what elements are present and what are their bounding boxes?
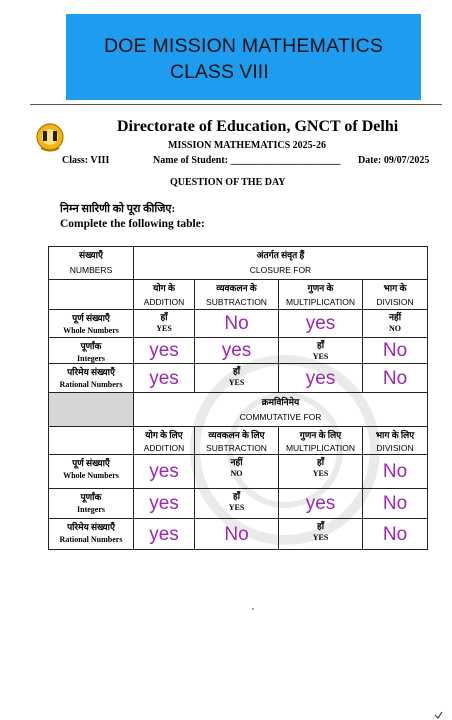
answer-cell xyxy=(194,488,279,519)
op-header-en: DIVISION xyxy=(376,443,414,453)
answer-cell xyxy=(278,337,363,364)
page-mark xyxy=(252,608,254,610)
answer-cell xyxy=(133,454,195,489)
row-label-hi: पूर्ण संख्याएँ xyxy=(72,458,110,468)
closure-op-header xyxy=(194,279,279,310)
op-header-hi: गुणन के लिए xyxy=(299,430,342,440)
numbers-header-en: NUMBERS xyxy=(69,265,113,275)
row-label-en: Whole Numbers xyxy=(63,471,119,480)
handwritten-answer: yes xyxy=(305,313,336,334)
banner-class: CLASS VIII xyxy=(170,61,269,83)
row-label xyxy=(48,454,134,489)
row-label-en: Rational Numbers xyxy=(59,535,123,544)
row-label xyxy=(48,337,134,364)
printed-answer-en: YES xyxy=(156,324,172,333)
handwritten-answer: yes xyxy=(221,340,252,361)
op-header-hi: भाग के लिए xyxy=(375,430,415,440)
answer-cell xyxy=(133,337,195,364)
pen-tick-icon xyxy=(432,706,452,720)
commutative-op-header xyxy=(133,426,195,455)
gray-block xyxy=(48,392,134,427)
printed-answer-hi: हाँ xyxy=(232,491,241,501)
answer-cell xyxy=(362,518,428,550)
op-header-en: ADDITION xyxy=(143,443,185,453)
op-header-en: ADDITION xyxy=(143,297,185,307)
op-header-hi: व्यवकलन के लिए xyxy=(208,430,265,440)
closure-header xyxy=(133,246,428,280)
op-header-en: SUBTRACTION xyxy=(206,297,267,307)
answer-cell xyxy=(278,309,363,338)
printed-answer-en: YES xyxy=(312,469,329,478)
row-label-en: Whole Numbers xyxy=(63,326,119,335)
handwritten-answer: yes xyxy=(305,368,336,389)
op-header-hi: योग के xyxy=(153,283,175,293)
instruction-english: Complete the following table: xyxy=(60,218,205,230)
row-label xyxy=(48,518,134,550)
row-label-hi: पूर्ण संख्याएँ xyxy=(72,313,110,323)
handwritten-answer: No xyxy=(382,368,408,389)
closure-op-header xyxy=(133,279,195,310)
answer-cell xyxy=(362,337,428,364)
answer-cell xyxy=(362,363,428,393)
question-of-the-day: QUESTION OF THE DAY xyxy=(170,177,286,188)
printed-answer-hi: हाँ xyxy=(160,312,168,322)
answer-cell xyxy=(133,363,195,393)
row-label-hi: पूर्णांक xyxy=(80,341,102,351)
printed-answer-en: YES xyxy=(312,533,329,542)
numbers-header xyxy=(48,246,134,280)
blank-cell xyxy=(48,426,134,455)
op-header-en: DIVISION xyxy=(376,297,414,307)
header-title: Directorate of Education, GNCT of Delhi xyxy=(117,118,399,135)
answer-cell xyxy=(133,518,195,550)
title-banner xyxy=(66,14,421,100)
handwritten-answer: yes xyxy=(149,524,179,545)
handwritten-answer: No xyxy=(224,313,249,334)
row-label-en: Integers xyxy=(77,354,105,363)
closure-header-en: CLOSURE FOR xyxy=(249,265,312,275)
printed-answer-en: NO xyxy=(389,324,401,333)
closure-op-header xyxy=(278,279,363,310)
handwritten-answer: yes xyxy=(149,340,179,361)
answer-cell xyxy=(194,337,279,364)
answer-cell xyxy=(278,454,363,489)
handwritten-answer: No xyxy=(224,524,249,545)
answer-cell xyxy=(194,309,279,338)
row-label xyxy=(48,309,134,338)
answer-cell xyxy=(278,363,363,393)
handwritten-answer: No xyxy=(382,524,408,545)
handwritten-answer: No xyxy=(382,461,408,482)
date-label: Date: 09/07/2025 xyxy=(358,155,430,166)
printed-answer-en: YES xyxy=(228,378,245,387)
printed-answer-hi: हाँ xyxy=(316,340,325,350)
divider xyxy=(30,104,442,105)
handwritten-answer: No xyxy=(382,340,408,361)
header-subtitle: MISSION MATHEMATICS 2025-26 xyxy=(168,140,326,151)
commutative-op-header xyxy=(194,426,279,455)
numbers-header-hi: संख्याएँ xyxy=(79,250,103,260)
op-header-hi: व्यवकलन के xyxy=(216,283,257,293)
op-header-en: MULTIPLICATION xyxy=(285,297,356,307)
row-label-hi: परिमेय संख्याएँ xyxy=(67,522,115,532)
banner-title: DOE MISSION MATHEMATICS xyxy=(104,35,384,57)
printed-answer-hi: हाँ xyxy=(316,521,325,531)
answer-cell xyxy=(194,518,279,550)
handwritten-answer: yes xyxy=(305,493,336,514)
handwritten-answer: yes xyxy=(149,461,179,482)
printed-answer-hi: नहीं xyxy=(388,312,402,322)
commutative-header-hi: क्रमविनिमेय xyxy=(261,397,300,407)
instruction-hindi: निम्न सारिणी को पूरा कीजिए: xyxy=(60,203,176,215)
answer-cell xyxy=(133,488,195,519)
answer-cell xyxy=(278,488,363,519)
answer-cell xyxy=(278,518,363,550)
class-label: Class: VIII xyxy=(62,155,110,166)
op-header-en: MULTIPLICATION xyxy=(285,443,356,453)
commutative-op-header xyxy=(362,426,428,455)
row-label xyxy=(48,488,134,519)
row-label-en: Integers xyxy=(77,505,105,514)
commutative-header-en: COMMUTATIVE FOR xyxy=(239,412,322,422)
row-label-hi: परिमेय संख्याएँ xyxy=(67,367,115,377)
handwritten-answer: yes xyxy=(149,368,179,389)
answer-cell xyxy=(133,309,195,338)
student-name-label: Name of Student: ______________________ xyxy=(153,155,341,166)
handwritten-answer: No xyxy=(382,493,408,514)
handwritten-answer: yes xyxy=(149,493,179,514)
printed-answer-en: YES xyxy=(228,503,245,512)
printed-answer-hi: नहीं xyxy=(230,457,243,467)
blank-cell xyxy=(48,279,134,310)
answer-cell xyxy=(362,488,428,519)
printed-answer-hi: हाँ xyxy=(232,366,241,376)
row-label-hi: पूर्णांक xyxy=(80,492,102,502)
row-label xyxy=(48,363,134,393)
answer-cell xyxy=(194,363,279,393)
printed-answer-en: YES xyxy=(312,352,329,361)
answer-cell xyxy=(362,454,428,489)
closure-header-hi: अंतर्गत संवृत हैं xyxy=(256,250,305,260)
op-header-hi: भाग के xyxy=(383,283,407,293)
row-label-en: Rational Numbers xyxy=(59,380,123,389)
closure-op-header xyxy=(362,279,428,310)
printed-answer-hi: हाँ xyxy=(316,457,325,467)
answer-cell xyxy=(362,309,428,338)
closure-commutative-table xyxy=(48,246,427,549)
op-header-hi: योग के लिए xyxy=(145,430,183,440)
op-header-hi: गुणन के xyxy=(307,283,334,293)
op-header-en: SUBTRACTION xyxy=(206,443,267,453)
commutative-header xyxy=(133,392,428,427)
commutative-op-header xyxy=(278,426,363,455)
answer-cell xyxy=(194,454,279,489)
printed-answer-en: NO xyxy=(230,469,243,478)
doe-logo-icon xyxy=(35,122,65,154)
